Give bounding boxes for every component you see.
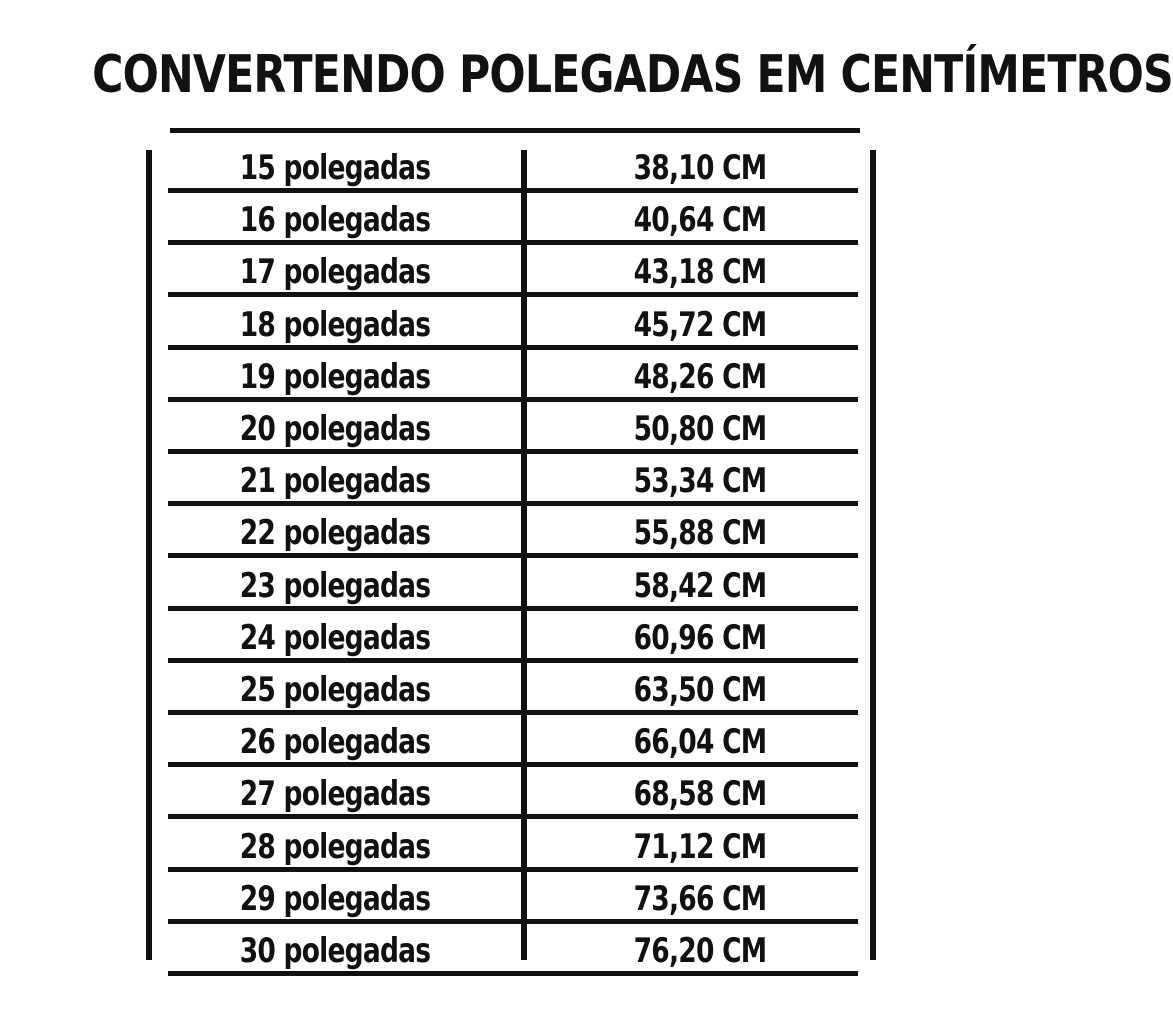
inches-cell: 20 polegadas	[239, 409, 431, 449]
inches-cell: 25 polegadas	[239, 670, 431, 710]
centimeters-cell: 76,20 CM	[633, 931, 767, 971]
centimeters-cell: 40,64 CM	[633, 200, 767, 241]
table-left-border	[146, 150, 152, 960]
row-divider	[168, 345, 858, 350]
centimeters-cell: 71,12 CM	[633, 826, 767, 867]
row-divider	[168, 762, 858, 767]
table-right-border	[870, 150, 876, 960]
inches-cell: 23 polegadas	[239, 565, 431, 606]
inches-cell: 22 polegadas	[239, 513, 431, 554]
row-divider	[168, 814, 858, 819]
inches-cell: 30 polegadas	[239, 931, 431, 971]
centimeters-cell: 58,42 CM	[633, 565, 767, 606]
centimeters-cell: 50,80 CM	[633, 409, 767, 449]
inches-cell: 26 polegadas	[239, 722, 431, 763]
centimeters-cell: 73,66 CM	[633, 878, 767, 919]
inches-cell: 28 polegadas	[239, 826, 431, 867]
row-divider	[168, 658, 858, 663]
centimeters-cell: 60,96 CM	[633, 617, 767, 658]
row-divider	[168, 606, 858, 611]
row-divider	[168, 240, 858, 245]
centimeters-cell: 53,34 CM	[633, 461, 767, 502]
inches-cell: 21 polegadas	[239, 461, 431, 502]
inches-cell: 15 polegadas	[239, 148, 431, 188]
inches-cell: 29 polegadas	[239, 878, 431, 919]
row-divider	[168, 867, 858, 872]
inches-cell: 17 polegadas	[239, 252, 431, 293]
page-title: CONVERTENDO POLEGADAS EM CENTÍMETROS	[92, 45, 1173, 105]
centimeters-cell: 38,10 CM	[633, 148, 767, 188]
row-divider	[168, 188, 858, 193]
inches-cell: 18 polegadas	[239, 304, 431, 345]
row-divider	[168, 919, 858, 924]
centimeters-cell: 68,58 CM	[633, 774, 767, 815]
inches-cell: 24 polegadas	[239, 617, 431, 658]
row-divider	[168, 292, 858, 297]
centimeters-cell: 55,88 CM	[633, 513, 767, 554]
centimeters-cell: 66,04 CM	[633, 722, 767, 763]
inches-cell: 19 polegadas	[239, 356, 431, 397]
centimeters-cell: 43,18 CM	[633, 252, 767, 293]
centimeters-cell: 63,50 CM	[633, 670, 767, 710]
row-divider	[168, 449, 858, 454]
centimeters-cell: 45,72 CM	[633, 304, 767, 345]
row-divider	[168, 553, 858, 558]
row-divider	[168, 971, 858, 976]
row-divider	[168, 397, 858, 402]
inches-cell: 16 polegadas	[239, 200, 431, 241]
row-divider	[168, 501, 858, 506]
row-divider	[168, 710, 858, 715]
centimeters-cell: 48,26 CM	[633, 356, 767, 397]
inches-cell: 27 polegadas	[239, 774, 431, 815]
table-top-rule	[170, 128, 860, 133]
